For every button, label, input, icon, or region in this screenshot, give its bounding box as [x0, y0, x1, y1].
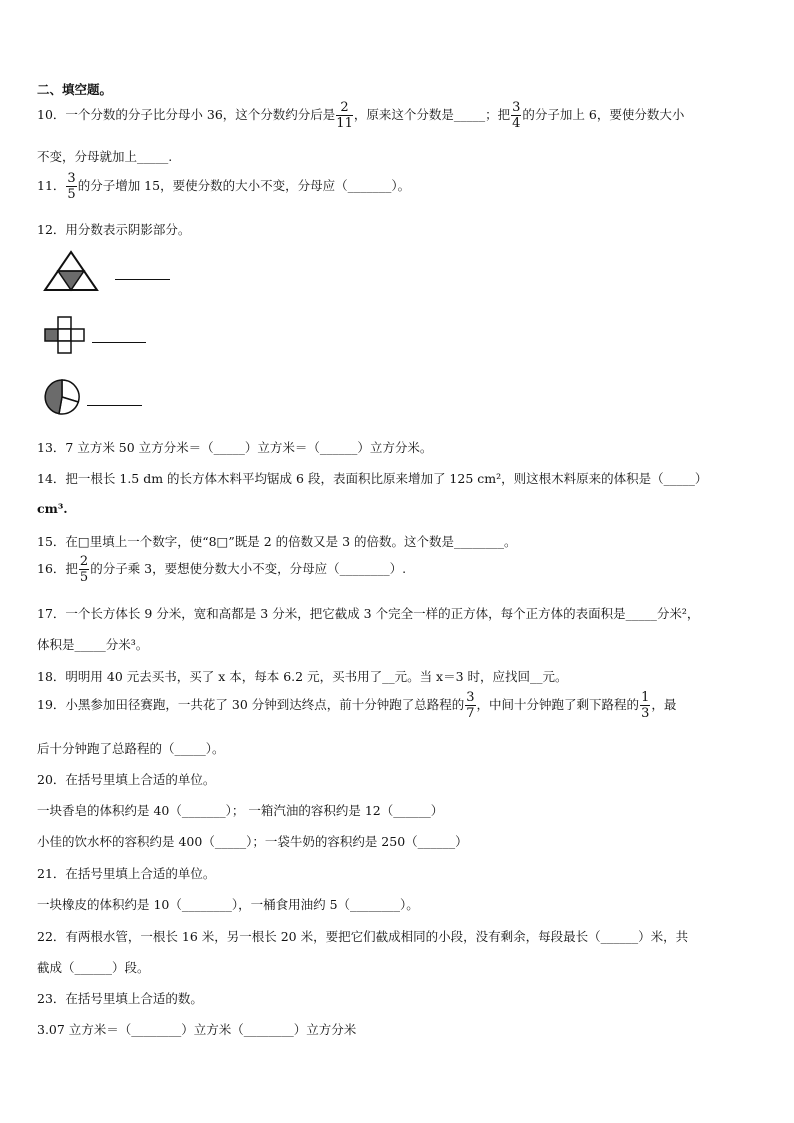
question-15: 15．在□里填上一个数字，使“8□”既是 2 的倍数又是 3 的倍数。这个数是________。	[37, 534, 517, 549]
question-11: 11． $\frac{3}{5}$ 的分子增加 15，要使分数的大小不变，分母应（_______）。	[37, 171, 411, 202]
triangle-figure	[43, 250, 99, 292]
fraction-1-3: $\frac{1}{3}$	[641, 690, 650, 721]
question-14-line-1: 14．把一根长 1.5 dm 的长方体木料平均锯成 6 段，表面积比原来增加了 125 cm²，则这根木料原来的体积是（_____）	[37, 471, 708, 486]
fraction-3-7: $\frac{3}{7}$	[466, 690, 475, 721]
question-14-line-2: cm³.	[37, 501, 68, 516]
question-21-title: 21．在括号里填上合适的单位。	[37, 866, 216, 881]
question-21-line-1: 一块橡皮的体积约是 10（________），一桶食用油约 5（________）。	[37, 897, 419, 912]
question-17-line-2: 体积是_____分米³。	[37, 637, 149, 652]
circle-figure	[42, 379, 82, 415]
question-22-line-1: 22．有两根水管，一根长 16 米，另一根长 20 米，要把它们截成相同的小段，没有剩余，每段最长（______）米，共	[37, 929, 689, 944]
answer-line-cross	[92, 342, 146, 343]
question-20-title: 20．在括号里填上合适的单位。	[37, 772, 216, 787]
question-16: 16．把 $\frac{2}{5}$ 的分子乘 3，要想使分数大小不变，分母应（________）.	[37, 554, 407, 585]
cross-figure	[44, 316, 86, 354]
question-20-line-2: 小佳的饮水杯的容积约是 400（_____）；一袋牛奶的容积约是 250（______）	[37, 834, 468, 849]
question-12: 12．用分数表示阴影部分。	[37, 222, 191, 237]
fraction-3-5: $\frac{3}{5}$	[67, 171, 76, 202]
question-13: 13．7 立方米 50 立方分米＝（_____）立方米＝（______）立方分米。	[37, 440, 433, 455]
question-23-line-1: 3.07 立方米＝（________）立方米（________）立方分米	[37, 1022, 357, 1037]
question-22-line-2: 截成（______）段。	[37, 960, 150, 975]
question-20-line-1: 一块香皂的体积约是 40（_______）； 一箱汽油的容积约是 12（______）	[37, 803, 444, 818]
fraction-3-4: $\frac{3}{4}$	[512, 100, 521, 131]
answer-line-triangle	[115, 279, 170, 280]
question-17-line-1: 17．一个长方体长 9 分米，宽和高都是 3 分米，把它截成 3 个完全一样的正方体，每个正方体的表面积是_____分米²，	[37, 606, 700, 621]
question-18: 18．明明用 40 元去买书，买了 x 本，每本 6.2 元，买书用了__元。当 x＝3 时，应找回__元。	[37, 669, 568, 684]
question-10-line-2: 不变，分母就加上_____.	[37, 149, 173, 164]
fraction-2-5: $\frac{2}{5}$	[79, 554, 89, 585]
question-19-line-1: 19．小黑参加田径赛跑，一共花了 30 分钟到达终点，前十分钟跑了总路程的 $\frac{3}{7}$ ，中间十分钟跑了剩下路程的 $\frac{1}{3}$ ，最	[37, 690, 677, 721]
question-23-title: 23．在括号里填上合适的数。	[37, 991, 203, 1006]
question-10-line-1: 10．一个分数的分子比分母小 36，这个分数约分后是 $\frac{2}{11}$ ，原来这个分数是_____；把 $\frac{3}{4}$ 的分子加上 6，要使分数大小	[37, 100, 685, 131]
section-title: 二、填空题。	[37, 82, 113, 97]
fraction-2-11: $\frac{2}{11}$	[336, 100, 353, 131]
answer-line-circle	[87, 405, 142, 406]
question-19-line-2: 后十分钟跑了总路程的（_____）。	[37, 741, 225, 756]
